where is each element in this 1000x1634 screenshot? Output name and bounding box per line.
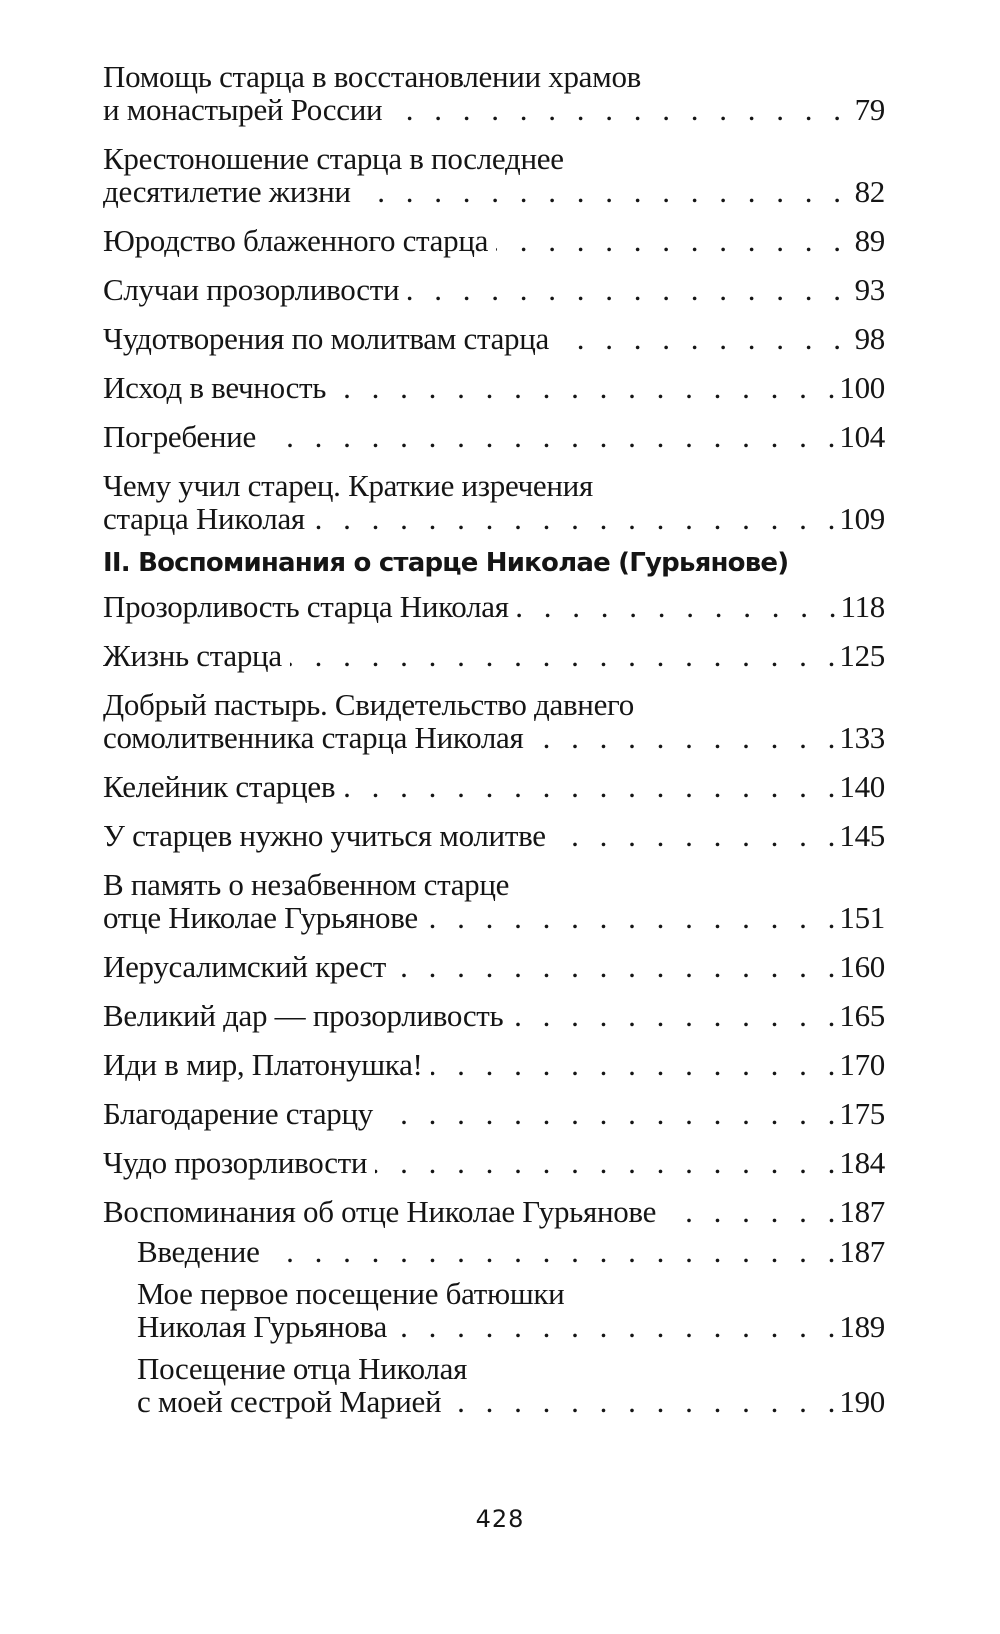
dot-leader	[381, 1097, 835, 1130]
toc-entry-title: Чудотворения по молитвам старца	[103, 321, 549, 356]
toc-entry[interactable]	[103, 688, 885, 754]
toc-page-number: 184	[839, 1145, 885, 1180]
toc-entry-title: Чудо прозорливости	[103, 1145, 368, 1180]
dot-leader	[407, 273, 841, 306]
toc-page-number: 187	[839, 1234, 885, 1269]
toc-entry-title-line: Николая Гурьянова	[137, 1309, 387, 1344]
toc-entry-title: Благодарение старцу	[103, 1096, 373, 1131]
table-of-contents	[103, 60, 885, 1427]
dot-leader	[531, 721, 835, 754]
toc-page-number: 170	[839, 1047, 885, 1082]
toc-entry[interactable]	[103, 224, 885, 257]
dot-leader	[554, 819, 836, 852]
toc-entry-title: Введение	[137, 1234, 260, 1269]
toc-entry-title: Случаи прозорливости	[103, 272, 400, 307]
toc-entry[interactable]	[103, 371, 885, 404]
dot-leader	[517, 590, 837, 623]
toc-entry-title: Иди в мир, Платонушка!	[103, 1047, 423, 1082]
toc-page-number: 140	[839, 769, 885, 804]
toc-page-number: 190	[839, 1384, 885, 1419]
toc-entry[interactable]	[103, 770, 885, 803]
toc-entry-title-line: отце Николае Гурьянове	[103, 900, 418, 935]
toc-entry[interactable]	[103, 590, 885, 623]
toc-sub-entry[interactable]	[137, 1235, 885, 1268]
toc-page-number: 175	[839, 1096, 885, 1131]
toc-page-number: 133	[839, 720, 885, 755]
toc-entry-title: Келейник старцев	[103, 769, 336, 804]
toc-entry[interactable]	[103, 999, 885, 1032]
toc-entry[interactable]	[103, 950, 885, 983]
dot-leader	[375, 1146, 835, 1179]
toc-page-number: 118	[840, 589, 885, 624]
toc-entry-title-line: Посещение отца Николая	[137, 1351, 468, 1386]
toc-entry-title-line: Чему учил старец. Краткие изречения	[103, 468, 593, 503]
toc-entry-title-line: десятилетие жизни	[103, 174, 351, 209]
toc-page-number: 125	[839, 638, 885, 673]
toc-entry-title: Иерусалимский крест	[103, 949, 387, 984]
toc-page-number: 98	[854, 321, 885, 356]
toc-entry[interactable]	[103, 60, 885, 126]
toc-page-number: 151	[839, 900, 885, 935]
dot-leader	[395, 1310, 835, 1343]
dot-leader	[496, 224, 841, 257]
toc-entry-title-line: Мое первое посещение батюшки	[137, 1276, 565, 1311]
toc-entry[interactable]	[103, 1146, 885, 1179]
dot-leader	[264, 420, 835, 453]
toc-entry-title: Жизнь старца	[103, 638, 282, 673]
toc-entry-title-line: В память о незабвенном старце	[103, 867, 510, 902]
toc-page-number: 165	[839, 998, 885, 1033]
dot-leader	[511, 999, 835, 1032]
toc-entry-title: Юродство блаженного старца	[103, 223, 489, 258]
dot-leader	[431, 1048, 836, 1081]
toc-page-number: 82	[854, 174, 885, 209]
toc-entry[interactable]	[103, 1195, 885, 1228]
toc-page-number: 160	[839, 949, 885, 984]
dot-leader	[390, 93, 841, 126]
page-number: 428	[475, 1505, 525, 1533]
dot-leader	[334, 371, 835, 404]
toc-entry[interactable]	[103, 273, 885, 306]
toc-entry[interactable]	[103, 1048, 885, 1081]
toc-entry-title: Погребение	[103, 419, 256, 454]
toc-page-number: 187	[839, 1194, 885, 1229]
toc-entry[interactable]	[103, 469, 885, 535]
toc-entry-title: У старцев нужно учиться молитве	[103, 818, 546, 853]
toc-page-number: 145	[839, 818, 885, 853]
toc-entry-title: Воспоминания об отце Николае Гурьянове	[103, 1194, 657, 1229]
toc-entry-title: Исход в вечность	[103, 370, 327, 405]
toc-page-number: 93	[854, 272, 885, 307]
toc-entry-title-line: сомолитвенника старца Николая	[103, 720, 524, 755]
toc-sub-entry[interactable]	[137, 1352, 885, 1418]
dot-leader	[290, 639, 836, 672]
toc-entry[interactable]	[103, 420, 885, 453]
dot-leader	[343, 770, 835, 803]
toc-page-number: 79	[854, 92, 885, 127]
toc-sub-entry[interactable]	[137, 1277, 885, 1343]
toc-entry-title-line: и монастырей России	[103, 92, 383, 127]
toc-page-number: 89	[854, 223, 885, 258]
toc-entry-title: Прозорливость старца Николая	[103, 589, 509, 624]
toc-entry-title-line: с моей сестрой Марией	[137, 1384, 442, 1419]
dot-leader	[359, 175, 841, 208]
toc-page-number: 109	[839, 501, 885, 536]
toc-entry[interactable]	[103, 868, 885, 934]
toc-entry-title: Великий дар — прозорливость	[103, 998, 504, 1033]
dot-leader	[426, 901, 836, 934]
toc-entry[interactable]	[103, 819, 885, 852]
toc-entry-title-line: старца Николая	[103, 501, 305, 536]
dot-leader	[449, 1385, 835, 1418]
toc-entry-title-line: Крестоношение старца в последнее	[103, 141, 564, 176]
dot-leader	[268, 1235, 836, 1268]
toc-entry-title-line: Добрый пастырь. Свидетельство давнего	[103, 687, 634, 722]
section-heading[interactable]: II. Воспоминания о старце Николае (Гурьянове)	[103, 548, 789, 578]
toc-page-number: 100	[839, 370, 885, 405]
toc-page-number: 104	[839, 419, 885, 454]
toc-entry[interactable]	[103, 1097, 885, 1130]
toc-entry-title-line: Помощь старца в восстановлении храмов	[103, 59, 641, 94]
toc-entry[interactable]	[103, 322, 885, 355]
toc-entry[interactable]	[103, 639, 885, 672]
toc-entry[interactable]	[103, 142, 885, 208]
dot-leader	[557, 322, 841, 355]
dot-leader	[394, 950, 835, 983]
toc-page-number: 189	[839, 1309, 885, 1344]
dot-leader	[664, 1195, 835, 1228]
dot-leader	[313, 502, 836, 535]
